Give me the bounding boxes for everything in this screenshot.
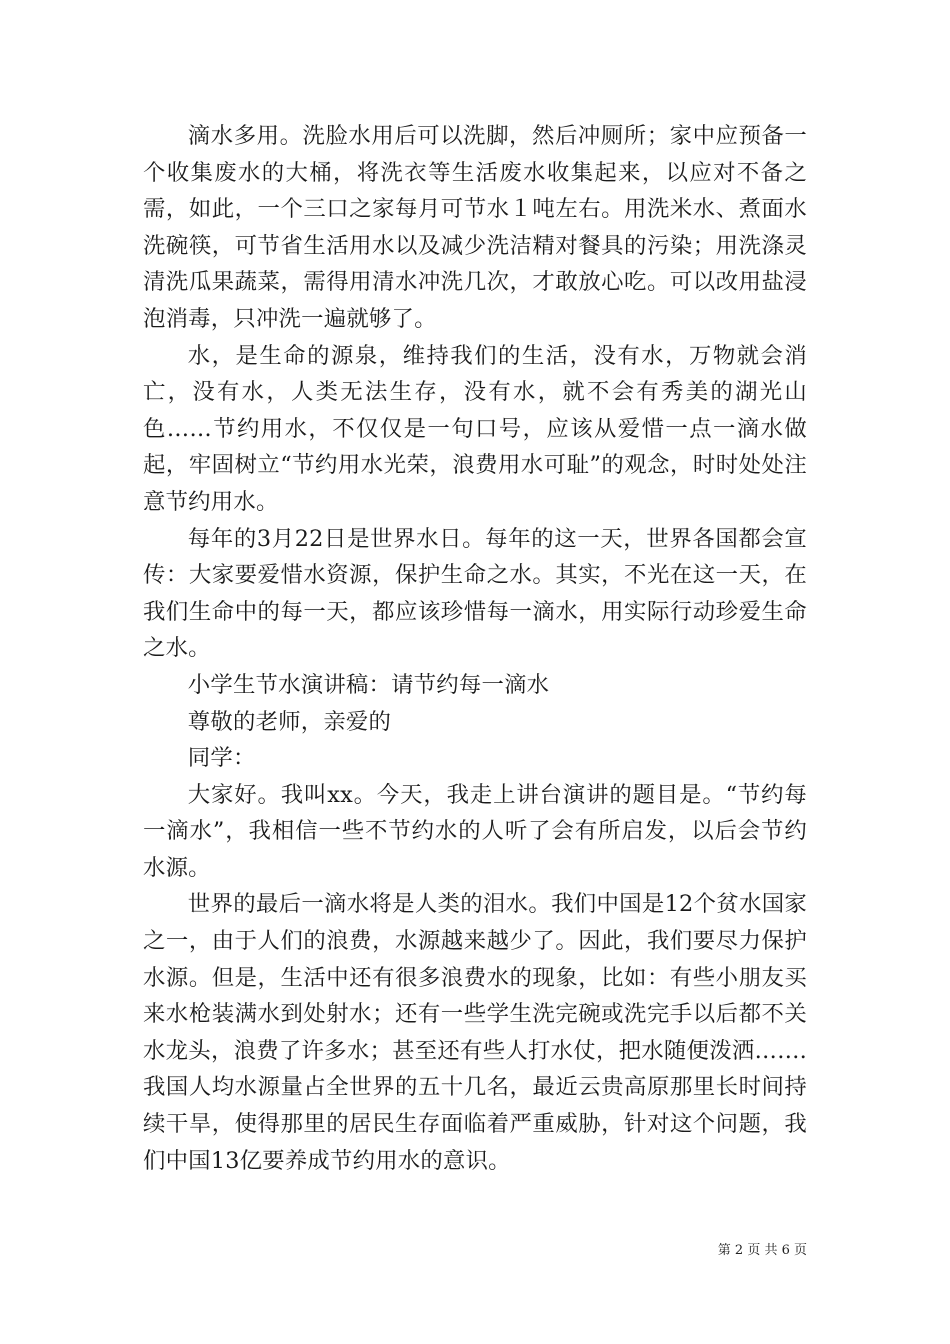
salutation-line-2: 同学：	[187, 745, 256, 772]
paragraph-water-reuse: 滴水多用。洗脸水用后可以洗脚，然后冲厕所；家中应预备一个收集废水的大桶，将洗衣等生活废水收集起来，以应对不备之需，如此，一个三口之家每月可节水１吨左右。用洗米水、煮面水洗碗筷，可节省生活用水以及减少洗洁精对餐具的污染；用洗涤灵清洗瓜果蔬菜，需得用清水冲洗几次，才敢放心吃。可以改用盐浸泡消毒，只冲洗一遍就够了。	[143, 123, 807, 332]
salutation-line-1: 尊敬的老师，亲爱的	[187, 708, 392, 735]
paragraph-water-source-of-life: 水，是生命的源泉，维持我们的生活，没有水，万物就会消亡，没有水，人类无法生存，没有水，就不会有秀美的湖光山色……节约用水，不仅仅是一句口号，应该从爱惜一点一滴水做起，牢固树立“节约用水光荣，浪费用水可耻”的观念，时时处处注意节约用水。	[143, 342, 807, 515]
speech-title: 小学生节水演讲稿：请节约每一滴水	[187, 671, 550, 698]
paragraph-last-drop: 世界的最后一滴水将是人类的泪水。我们中国是12个贫水国家之一，由于人们的浪费，水源越来越少了。因此，我们要尽力保护水源。但是，生活中还有很多浪费水的现象，比如：有些小朋友买来水枪装满水到处射水；还有一些学生洗完碗或洗完手以后都不关水龙头，浪费了许多水；甚至还有些人打水仗，把水随便泼洒…….我国人均水源量占全世界的五十几名，最近云贵高原那里长时间持续干旱，使得那里的居民生存面临着严重威胁，针对这个问题，我们中国13亿要养成节约用水的意识。	[143, 891, 807, 1174]
document-body	[143, 118, 807, 1179]
page-number-footer: 第 2 页 共 6 页	[717, 1243, 807, 1258]
paragraph-greeting: 大家好。我叫xx。今天，我走上讲台演讲的题目是。“节约每一滴水”，我相信一些不节约水的人听了会有所启发，以后会节约水源。	[143, 781, 807, 881]
paragraph-world-water-day: 每年的3月22日是世界水日。每年的这一天，世界各国都会宣传：大家要爱惜水资源，保护生命之水。其实，不光在这一天，在我们生命中的每一天，都应该珍惜每一滴水，用实际行动珍爱生命之水。	[143, 525, 807, 662]
